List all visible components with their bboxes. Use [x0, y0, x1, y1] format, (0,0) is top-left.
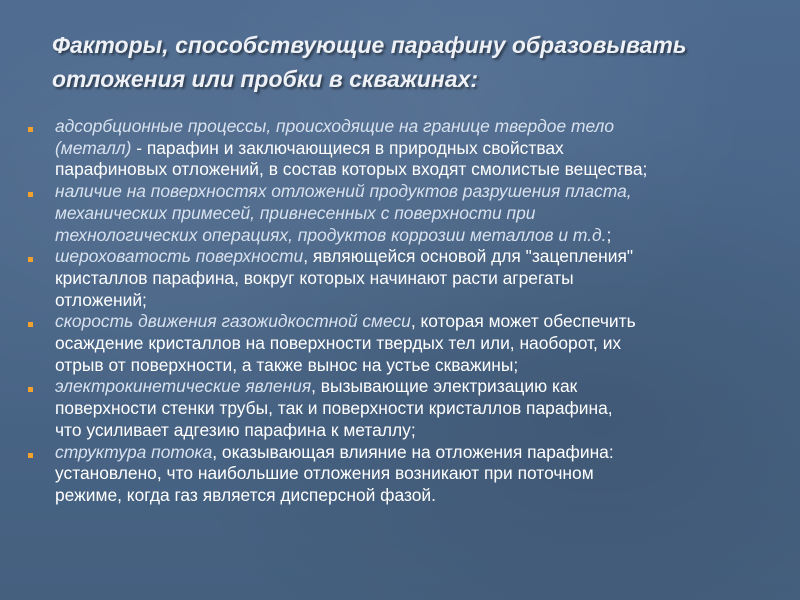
bullet-text: отложений; — [55, 289, 147, 310]
bullet-term: (металл) — [55, 137, 132, 158]
bullet-square-icon — [28, 453, 33, 458]
bullet-square-icon — [28, 387, 33, 392]
bullet-text: , которая может обеспечить — [410, 311, 636, 332]
bullet-term: наличие на поверхностях отложений продуктов разрушения пласта, — [55, 181, 632, 202]
bullet-text: что усиливает адгезию парафина к металлу; — [55, 419, 416, 440]
bullet-square-icon — [28, 127, 33, 132]
bullet-square-icon — [28, 192, 33, 197]
bullet-text: ; — [606, 224, 612, 245]
bullet-square-icon — [28, 257, 33, 262]
bullet-item-roughness — [26, 246, 798, 311]
bullet-square-icon — [28, 322, 33, 327]
bullet-term: скорость движения газожидкостной смеси — [55, 311, 411, 332]
bullet-item-flow-structure — [26, 442, 798, 507]
bullet-term: адсорбционные процессы, происходящие на границе твердое тело — [55, 116, 615, 136]
bullet-text: , оказывающая влияние на отложения парафина: — [212, 441, 614, 462]
bullet-term: шероховатость поверхности — [55, 246, 304, 267]
slide-title-line-1: Факторы, способствующие парафину образовывать — [52, 32, 687, 58]
bullet-item-deposits — [26, 181, 798, 246]
bullet-text: парафиновых отложений, в состав которых входят смолистые вещества; — [55, 159, 648, 180]
bullet-text: отрыв от поверхности, а также вынос на устье скважины; — [55, 354, 519, 375]
bullet-text: - парафин и заключающиеся в природных свойствах — [131, 137, 564, 158]
slide-title-line-2: отложения или пробки в скважинах: — [52, 66, 479, 92]
bullet-term: механических примесей, привнесенных с поверхности при — [55, 202, 536, 223]
bullet-term: структура потока — [55, 441, 213, 462]
bullet-list — [26, 116, 798, 507]
slide-title — [52, 28, 782, 96]
bullet-text: поверхности стенки трубы, так и поверхности кристаллов парафина, — [55, 398, 613, 419]
bullet-item-flow-speed — [26, 311, 798, 376]
bullet-text: , являющейся основой для "зацепления" — [303, 246, 634, 267]
bullet-text: режиме, когда газ является дисперсной фазой. — [55, 484, 436, 505]
bullet-text: , вызывающие электризацию как — [311, 376, 578, 397]
bullet-text: установлено, что наибольшие отложения возникают при поточном — [55, 463, 594, 484]
bullet-item-adsorption — [26, 116, 798, 181]
bullet-text: кристаллов парафина, вокруг которых начинают расти агрегаты — [55, 267, 574, 288]
bullet-term: электрокинетические явления — [55, 376, 312, 397]
bullet-term: технологических операциях, продуктов коррозии металлов и т.д. — [55, 224, 607, 245]
bullet-item-electrokinetic — [26, 376, 798, 441]
bullet-text: осаждение кристаллов на поверхности твердых тел или, наоборот, их — [55, 333, 622, 354]
